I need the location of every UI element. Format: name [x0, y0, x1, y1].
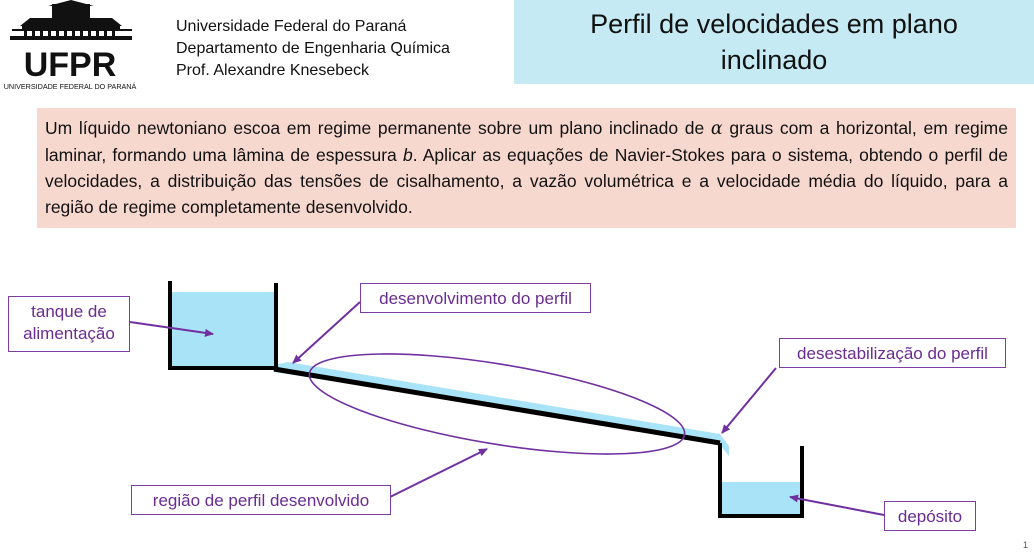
label-feed-tank-text: tanque de alimentação: [23, 302, 115, 343]
label-profile-development: [360, 283, 591, 313]
label-profile-development-text: desenvolvimento do perfil: [379, 289, 572, 308]
label-developed-region-text: região de perfil desenvolvido: [152, 491, 370, 510]
logo-text: UFPR: [23, 46, 117, 84]
arrow-destabilization: [722, 368, 776, 433]
deposit-liquid: [720, 482, 802, 516]
label-destabilization: [779, 338, 1006, 368]
label-destabilization-text: desestabilização do perfil: [797, 344, 988, 363]
thickness-symbol: b: [402, 145, 413, 165]
label-deposit-text: depósito: [897, 507, 963, 526]
arrow-profile-development: [293, 302, 360, 363]
problem-text-3: . Aplicar as equações de Navier-Stokes para o sistema, obtendo o perfil de velocidades, a distribuição das tensões de cisalhamento, a vazão volumétrica e a velocidade média do líquido, para a região de regime completamente desenvolvido.: [45, 145, 1008, 217]
problem-text-2: graus com a horizontal, em regime laminar, formando uma lâmina de espessura: [45, 118, 1008, 165]
label-feed-tank: [8, 296, 130, 352]
page-number: 1: [1022, 540, 1028, 550]
alpha-symbol: α: [710, 119, 723, 139]
department-name: Departamento de Engenharia Química: [176, 40, 450, 57]
arrow-deposit: [790, 497, 884, 515]
label-developed-region: [131, 485, 391, 515]
professor-name: Prof. Alexandre Knesebeck: [176, 62, 370, 79]
arrow-developed-region: [390, 449, 487, 497]
slide-title: Perfil de velocidades em plano inclinado: [590, 9, 958, 75]
problem-text-1: Um líquido newtoniano escoa em regime permanente sobre um plano inclinado de: [45, 118, 711, 138]
logo-subtext: UNIVERSIDADE FEDERAL DO PARANÁ: [3, 82, 137, 91]
university-name: Universidade Federal do Paraná: [176, 18, 407, 35]
label-deposit: [884, 501, 976, 531]
